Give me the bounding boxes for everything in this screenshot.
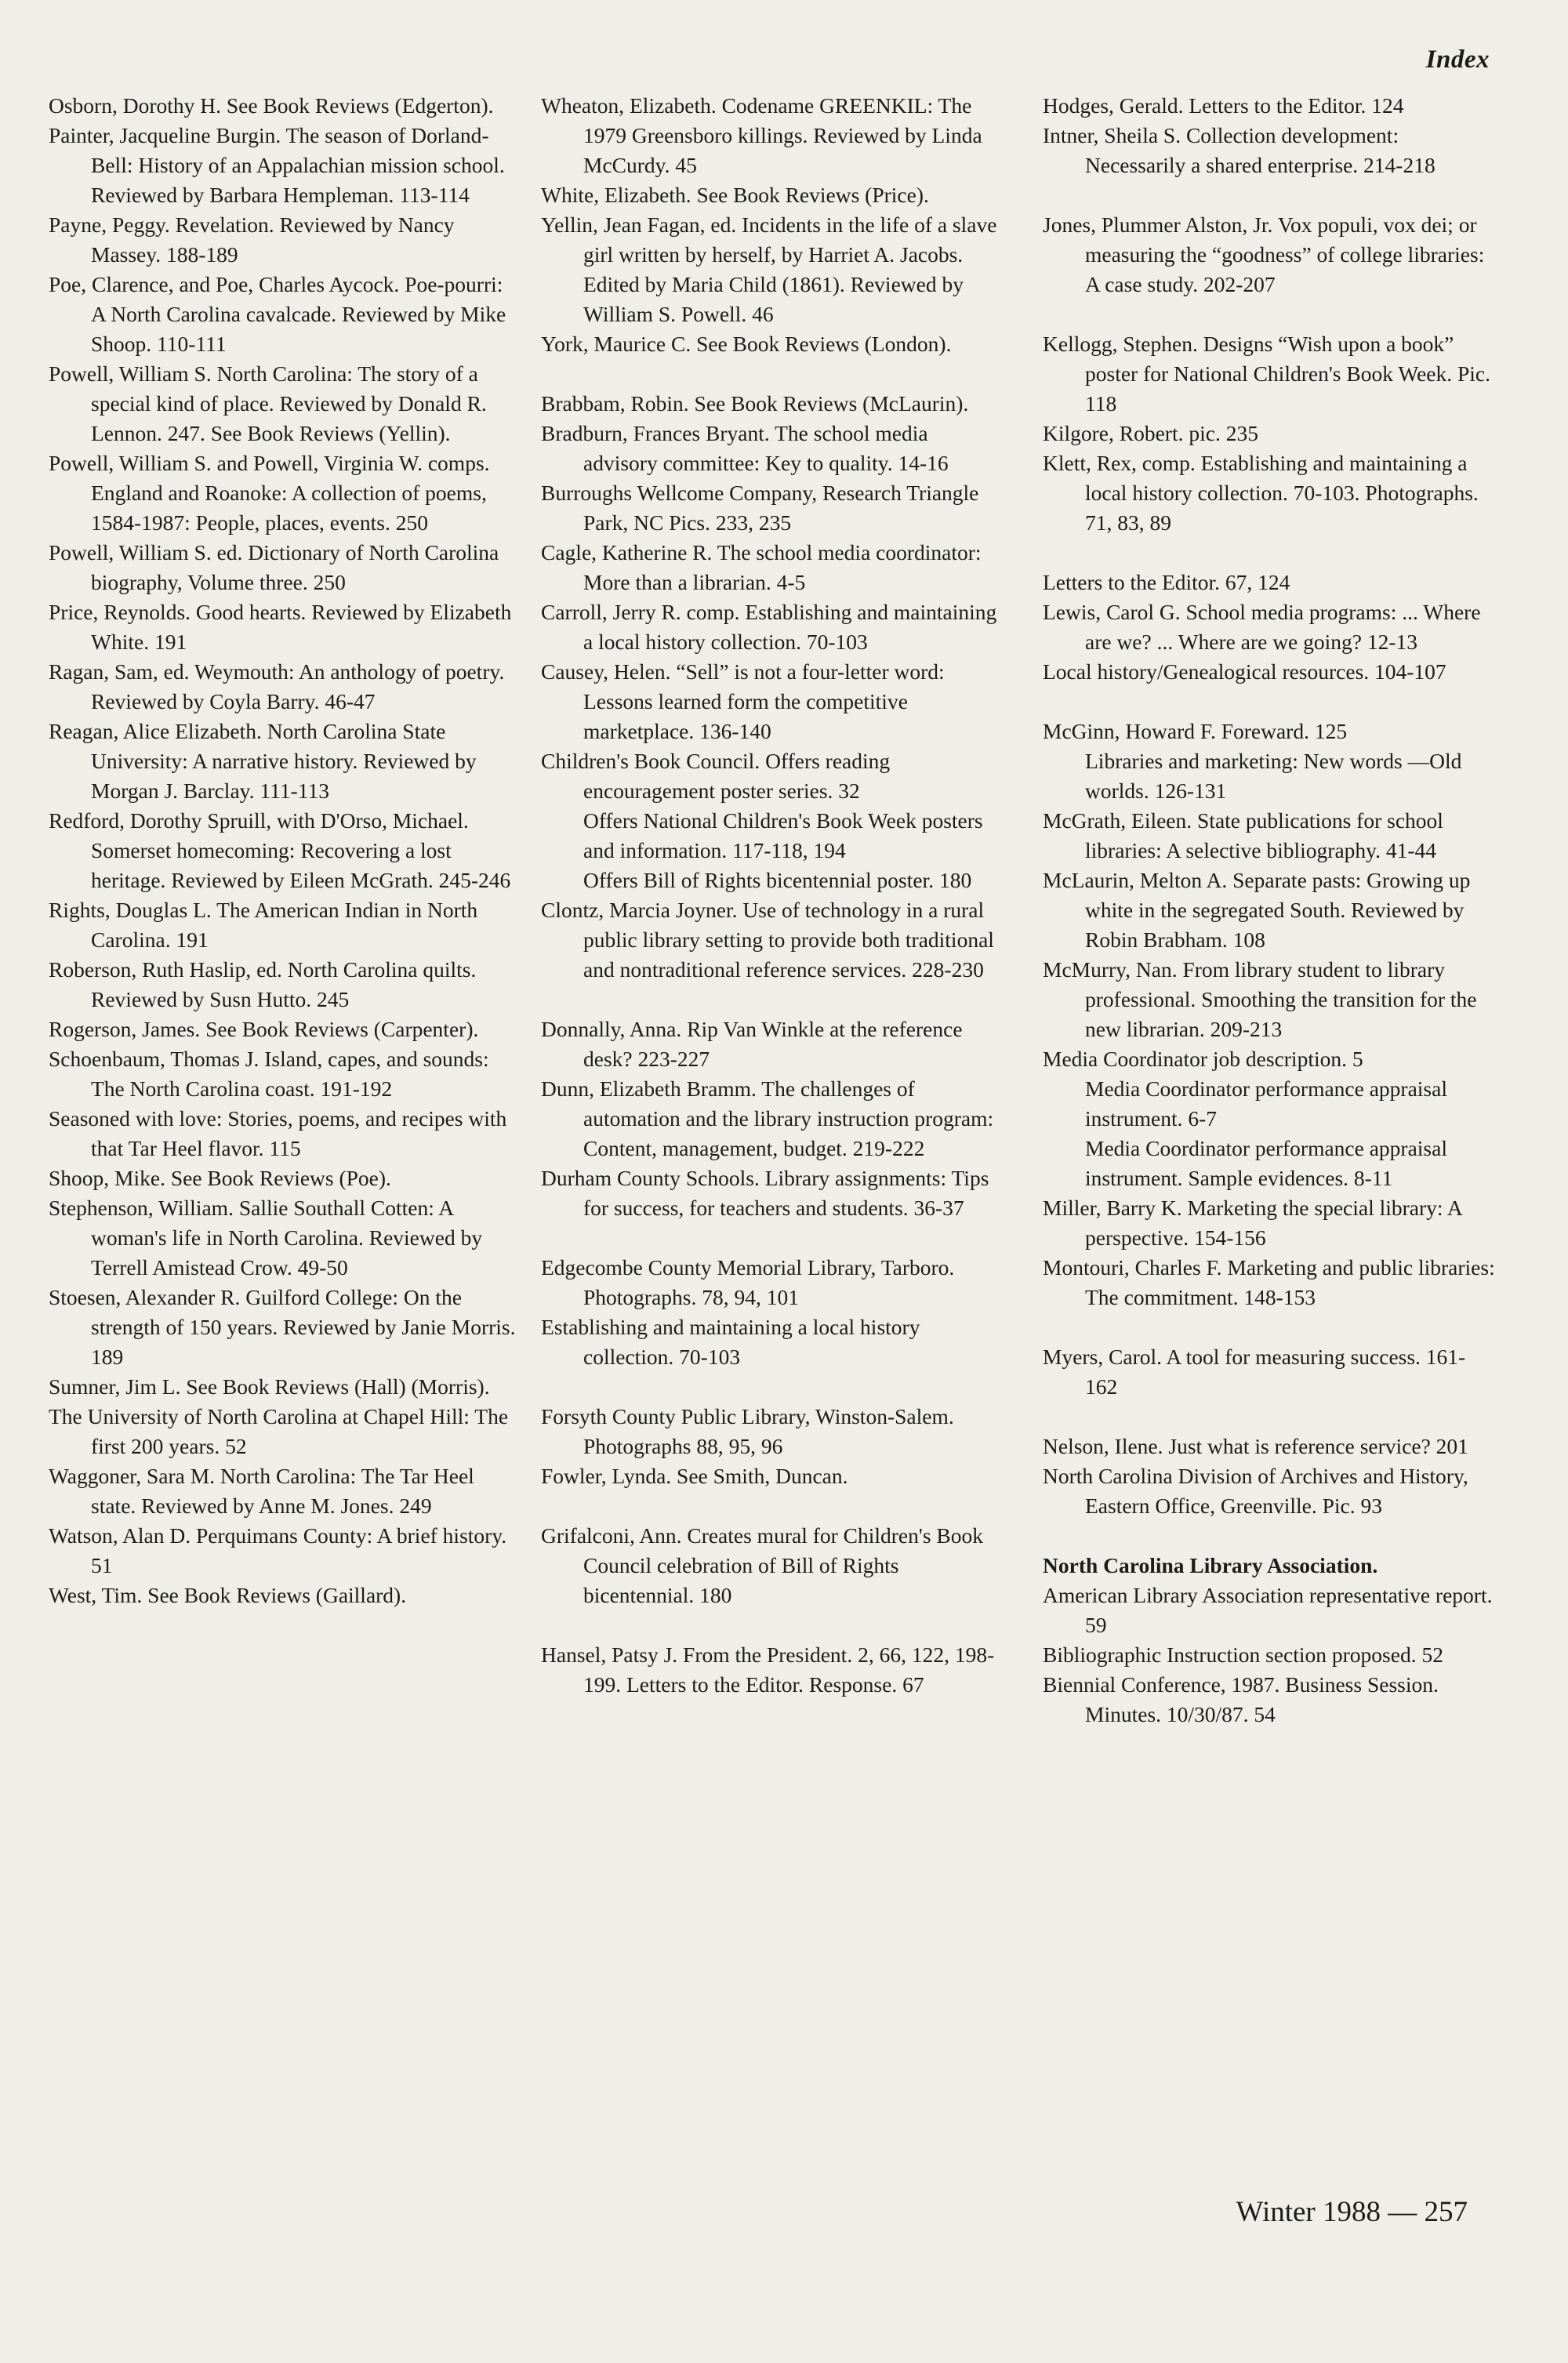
index-entry: Establishing and maintaining a local history collection. 70-103 — [541, 1315, 920, 1369]
index-entry: Bradburn, Frances Bryant. The school media advisory committee: Key to quality. 14-16 — [541, 421, 949, 475]
index-entry: Kilgore, Robert. pic. 235 — [1043, 421, 1258, 445]
index-entry: Dunn, Elizabeth Bramm. The challenges of automation and the library instruction program: Content, management, budget. 219-222 — [541, 1076, 994, 1160]
index-entry: Hodges, Gerald. Letters to the Editor. 124 — [1043, 93, 1404, 118]
index-entry: Powell, William S. and Powell, Virginia W. comps. England and Roanoke: A collection of poems, 1584-1987: People, places, events. 250 — [49, 451, 490, 535]
index-entry: Miller, Barry K. Marketing the special library: A perspective. 154-156 — [1043, 1196, 1462, 1250]
index-entry: Burroughs Wellcome Company, Research Triangle Park, NC Pics. 233, 235 — [541, 481, 979, 535]
index-entry: McMurry, Nan. From library student to library professional. Smoothing the transition for the new librarian. 209-213 — [1043, 957, 1477, 1041]
index-column-2 — [541, 91, 1004, 1700]
index-entry: American Library Association representative report. 59 — [1043, 1583, 1493, 1637]
index-entry: McLaurin, Melton A. Separate pasts: Growing up white in the segregated South. Reviewed by Robin Brabham. 108 — [1043, 868, 1471, 952]
running-head: Index — [1425, 45, 1490, 74]
index-entry: McGinn, Howard F. Foreward. 125 — [1043, 719, 1348, 743]
page-folio: Winter 1988 — 257 — [1236, 2196, 1468, 2228]
index-entry: Sumner, Jim L. See Book Reviews (Hall) (Morris). — [49, 1374, 490, 1399]
index-entry: Osborn, Dorothy H. See Book Reviews (Edgerton). — [49, 93, 494, 118]
index-entry: Hansel, Patsy J. From the President. 2, 66, 122, 198-199. Letters to the Editor. Response. 67 — [541, 1642, 995, 1697]
index-entry: Bibliographic Instruction section proposed. 52 — [1043, 1642, 1443, 1667]
index-entry: Clontz, Marcia Joyner. Use of technology in a rural public library setting to provide both traditional and nontraditional reference services. 228-230 — [541, 898, 994, 982]
index-entry: Stoesen, Alexander R. Guilford College: On the strength of 150 years. Reviewed by Janie Morris. 189 — [49, 1285, 516, 1369]
index-entry: Biennial Conference, 1987. Business Session. Minutes. 10/30/87. 54 — [1043, 1672, 1439, 1726]
index-entry: Wheaton, Elizabeth. Codename GREENKIL: The 1979 Greensboro killings. Reviewed by Linda McCurdy. 45 — [541, 93, 982, 177]
index-entry: Seasoned with love: Stories, poems, and recipes with that Tar Heel flavor. 115 — [49, 1106, 507, 1160]
index-entry: Children's Book Council. Offers reading encouragement poster series. 32 — [541, 749, 891, 803]
index-entry: Donnally, Anna. Rip Van Winkle at the reference desk? 223-227 — [541, 1017, 963, 1071]
index-entry: Letters to the Editor. 67, 124 — [1043, 570, 1290, 594]
index-entry: Painter, Jacqueline Burgin. The season of Dorland-Bell: History of an Appalachian mission school. Reviewed by Barbara Hempleman. 113-114 — [49, 123, 505, 207]
index-entry: West, Tim. See Book Reviews (Gaillard). — [49, 1583, 407, 1607]
index-column-1 — [49, 91, 519, 1610]
index-entry: Fowler, Lynda. See Smith, Duncan. — [541, 1464, 848, 1488]
index-entry: Montouri, Charles F. Marketing and public libraries: The commitment. 148-153 — [1043, 1255, 1495, 1309]
index-entry: Local history/Genealogical resources. 104-107 — [1043, 659, 1446, 684]
index-entry: Watson, Alan D. Perquimans County: A brief history. 51 — [49, 1523, 507, 1577]
index-entry: The University of North Carolina at Chapel Hill: The first 200 years. 52 — [49, 1404, 509, 1458]
index-entry: Rights, Douglas L. The American Indian in North Carolina. 191 — [49, 898, 478, 952]
index-entry: Offers National Children's Book Week posters and information. 117-118, 194 — [583, 808, 983, 862]
index-entry: Jones, Plummer Alston, Jr. Vox populi, vox dei; or measuring the “goodness” of college libraries: A case study. 202-207 — [1043, 212, 1485, 296]
index-entry: Cagle, Katherine R. The school media coordinator: More than a librarian. 4-5 — [541, 540, 982, 594]
index-entry: Yellin, Jean Fagan, ed. Incidents in the life of a slave girl written by herself, by Harriet A. Jacobs. Edited by Maria Child (1861). Reviewed by William S. Powell. 46 — [541, 212, 997, 326]
index-entry: Waggoner, Sara M. North Carolina: The Tar Heel state. Reviewed by Anne M. Jones. 249 — [49, 1464, 474, 1518]
index-entry: Grifalconi, Ann. Creates mural for Children's Book Council celebration of Bill of Rights bicentennial. 180 — [541, 1523, 984, 1607]
index-entry: Stephenson, William. Sallie Southall Cotten: A woman's life in North Carolina. Reviewed by Terrell Amistead Crow. 49-50 — [49, 1196, 483, 1280]
index-entry: Intner, Sheila S. Collection development: Necessarily a shared enterprise. 214-218 — [1043, 123, 1436, 177]
index-entry: Forsyth County Public Library, Winston-Salem. Photographs 88, 95, 96 — [541, 1404, 954, 1458]
index-entry: Reagan, Alice Elizabeth. North Carolina State University: A narrative history. Reviewed by Morgan J. Barclay. 111-113 — [49, 719, 477, 803]
index-entry: Myers, Carol. A tool for measuring success. 161-162 — [1043, 1345, 1466, 1399]
index-entry: Payne, Peggy. Revelation. Reviewed by Nancy Massey. 188-189 — [49, 212, 455, 267]
index-entry: Media Coordinator performance appraisal instrument. 6-7 — [1085, 1076, 1447, 1131]
index-entry: Libraries and marketing: New words —Old worlds. 126-131 — [1085, 749, 1462, 803]
index-entry: Ragan, Sam, ed. Weymouth: An anthology of poetry. Reviewed by Coyla Barry. 46-47 — [49, 659, 505, 713]
index-entry: McGrath, Eileen. State publications for school libraries: A selective bibliography. 41-44 — [1043, 808, 1443, 862]
index-entry: Price, Reynolds. Good hearts. Reviewed by Elizabeth White. 191 — [49, 600, 512, 654]
index-entry: Roberson, Ruth Haslip, ed. North Carolina quilts. Reviewed by Susn Hutto. 245 — [49, 957, 477, 1011]
index-entry: Powell, William S. ed. Dictionary of North Carolina biography, Volume three. 250 — [49, 540, 499, 594]
index-entry: North Carolina Division of Archives and History, Eastern Office, Greenville. Pic. 93 — [1043, 1464, 1468, 1518]
index-entry: Causey, Helen. “Sell” is not a four-letter word: Lessons learned form the competitive marketplace. 136-140 — [541, 659, 945, 743]
index-entry: Lewis, Carol G. School media programs: ... Where are we? ... Where are we going? 12-13 — [1043, 600, 1481, 654]
index-column-3 — [1043, 91, 1497, 1730]
index-entry: Rogerson, James. See Book Reviews (Carpenter). — [49, 1017, 479, 1041]
index-entry: Media Coordinator performance appraisal instrument. Sample evidences. 8-11 — [1085, 1136, 1447, 1190]
index-entry: Kellogg, Stephen. Designs “Wish upon a book” poster for National Children's Book Week. Pic. 118 — [1043, 332, 1491, 416]
index-entry: North Carolina Library Association. — [1043, 1553, 1378, 1577]
index-entry: Edgecombe County Memorial Library, Tarboro. Photographs. 78, 94, 101 — [541, 1255, 955, 1309]
index-entry: Shoop, Mike. See Book Reviews (Poe). — [49, 1166, 391, 1190]
index-entry: Poe, Clarence, and Poe, Charles Aycock. Poe-pourri: A North Carolina cavalcade. Reviewed by Mike Shoop. 110-111 — [49, 272, 506, 356]
index-entry: Schoenbaum, Thomas J. Island, capes, and sounds: The North Carolina coast. 191-192 — [49, 1047, 489, 1101]
index-entry: Media Coordinator job description. 5 — [1043, 1047, 1363, 1071]
index-entry: Redford, Dorothy Spruill, with D'Orso, Michael. Somerset homecoming: Recovering a lost heritage. Reviewed by Eileen McGrath. 245-246 — [49, 808, 511, 892]
index-entry: Durham County Schools. Library assignments: Tips for success, for teachers and students. 36-37 — [541, 1166, 989, 1220]
index-entry: White, Elizabeth. See Book Reviews (Price). — [541, 183, 929, 207]
index-entry: Brabbam, Robin. See Book Reviews (McLaurin). — [541, 391, 969, 416]
index-entry: Offers Bill of Rights bicentennial poster. 180 — [583, 868, 972, 892]
index-entry: Carroll, Jerry R. comp. Establishing and maintaining a local history collection. 70-103 — [541, 600, 997, 654]
index-entry: Nelson, Ilene. Just what is reference service? 201 — [1043, 1434, 1468, 1458]
index-entry: York, Maurice C. See Book Reviews (London). — [541, 332, 952, 356]
index-entry: Klett, Rex, comp. Establishing and maintaining a local history collection. 70-103. Photographs. 71, 83, 89 — [1043, 451, 1479, 535]
index-entry: Powell, William S. North Carolina: The story of a special kind of place. Reviewed by Donald R. Lennon. 247. See Book Reviews (Yellin). — [49, 361, 487, 445]
